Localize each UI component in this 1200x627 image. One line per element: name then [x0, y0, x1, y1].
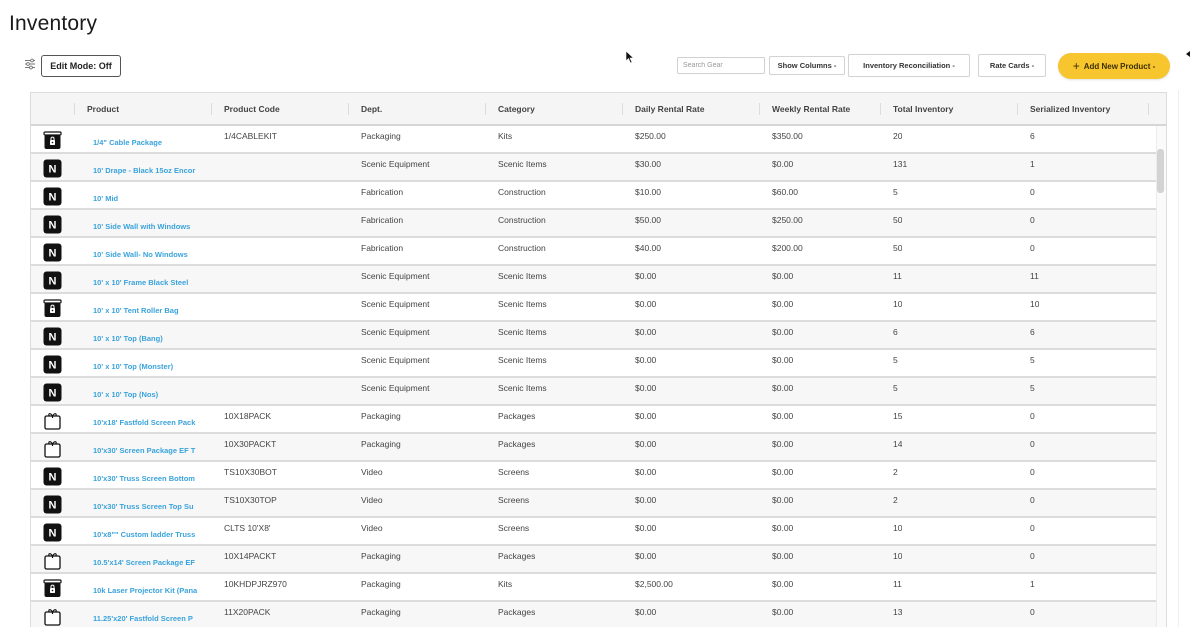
total-inventory-cell: 10 — [893, 299, 903, 309]
dept-cell: Packaging — [361, 607, 401, 617]
column-header-serialized-inventory[interactable]: Serialized Inventory — [1030, 103, 1111, 114]
kit-case-icon — [43, 299, 62, 318]
table-row[interactable] — [31, 182, 1156, 210]
dept-cell: Packaging — [361, 579, 401, 589]
n-badge-icon — [43, 327, 62, 346]
serialized-inventory-cell: 0 — [1030, 187, 1035, 197]
category-cell: Construction — [498, 215, 546, 225]
category-cell: Scenic Items — [498, 327, 547, 337]
product-code-cell: 1/4CABLEKIT — [224, 131, 277, 141]
dept-cell: Packaging — [361, 439, 401, 449]
dept-cell: Fabrication — [361, 243, 404, 253]
edit-mode-toggle-button[interactable]: Edit Mode: Off — [41, 55, 121, 77]
daily-rental-rate-cell: $250.00 — [635, 131, 666, 141]
category-cell: Screens — [498, 523, 530, 533]
kit-case-icon — [43, 579, 62, 598]
total-inventory-cell: 20 — [893, 131, 903, 141]
weekly-rental-rate-cell: $0.00 — [772, 523, 794, 533]
table-row[interactable] — [31, 350, 1156, 378]
svg-text:N: N — [48, 331, 57, 344]
serialized-inventory-cell: 0 — [1030, 411, 1035, 421]
weekly-rental-rate-cell: $0.00 — [772, 383, 794, 393]
weekly-rental-rate-cell: $0.00 — [772, 495, 794, 505]
weekly-rental-rate-cell: $0.00 — [772, 299, 794, 309]
category-cell: Construction — [498, 187, 546, 197]
product-name-link[interactable]: 10'x30' Truss Screen Top Su — [93, 502, 194, 511]
table-row[interactable] — [31, 518, 1156, 546]
svg-text:N: N — [48, 191, 57, 204]
product-name-link[interactable]: 10'x30' Screen Package EF T — [93, 446, 196, 455]
column-separator[interactable] — [1148, 103, 1149, 115]
dept-cell: Fabrication — [361, 187, 404, 197]
dept-cell: Packaging — [361, 551, 401, 561]
weekly-rental-rate-cell: $0.00 — [772, 327, 794, 337]
table-row[interactable] — [31, 602, 1156, 627]
column-header-weekly-rental-rate[interactable]: Weekly Rental Rate — [772, 103, 851, 114]
serialized-inventory-cell: 0 — [1030, 495, 1035, 505]
weekly-rental-rate-cell: $0.00 — [772, 355, 794, 365]
category-cell: Construction — [498, 243, 546, 253]
product-name-link[interactable]: 1/4" Cable Package — [93, 138, 163, 147]
n-badge-icon — [43, 159, 62, 178]
product-name-link[interactable]: 10'x30' Truss Screen Bottom — [93, 474, 195, 483]
product-name-link[interactable]: 10' Drape - Black 15oz Encor — [93, 166, 196, 175]
weekly-rental-rate-cell: $250.00 — [772, 215, 803, 225]
svg-text:N: N — [48, 471, 57, 484]
n-badge-icon — [43, 523, 62, 542]
svg-text:N: N — [48, 387, 57, 400]
product-name-link[interactable]: 10' Side Wall- No Windows — [93, 250, 188, 259]
daily-rental-rate-cell: $40.00 — [635, 243, 661, 253]
vertical-scrollbar-thumb[interactable] — [1157, 149, 1164, 193]
weekly-rental-rate-cell: $200.00 — [772, 243, 803, 253]
product-code-cell: 11X20PACK — [224, 607, 271, 617]
serialized-inventory-cell: 0 — [1030, 215, 1035, 225]
serialized-inventory-cell: 11 — [1030, 271, 1039, 281]
dept-cell: Fabrication — [361, 215, 404, 225]
category-cell: Packages — [498, 607, 536, 617]
column-header-dept[interactable]: Dept. — [361, 103, 383, 114]
table-row[interactable] — [31, 266, 1156, 294]
package-gift-icon — [43, 607, 62, 626]
serialized-inventory-cell: 0 — [1030, 467, 1035, 477]
daily-rental-rate-cell: $0.00 — [635, 327, 657, 337]
serialized-inventory-cell: 0 — [1030, 523, 1035, 533]
category-cell: Packages — [498, 439, 536, 449]
product-name-link[interactable]: 10' Mid — [93, 194, 119, 203]
right-panel-divider — [1178, 90, 1179, 627]
product-name-link[interactable]: 10' x 10' Frame Black Steel — [93, 278, 189, 287]
column-header-daily-rental-rate[interactable]: Daily Rental Rate — [635, 103, 705, 114]
serialized-inventory-cell: 5 — [1030, 383, 1035, 393]
serialized-inventory-cell: 1 — [1030, 159, 1035, 169]
n-badge-icon — [43, 495, 62, 514]
svg-text:N: N — [48, 499, 57, 512]
svg-text:N: N — [48, 359, 57, 372]
n-badge-icon — [43, 243, 62, 262]
category-cell: Scenic Items — [498, 355, 547, 365]
product-name-link[interactable]: 10.5'x14' Screen Package EF — [93, 558, 195, 567]
dept-cell: Packaging — [361, 411, 401, 421]
total-inventory-cell: 10 — [893, 523, 903, 533]
table-row[interactable] — [31, 294, 1156, 322]
table-row[interactable] — [31, 574, 1156, 602]
svg-text:N: N — [48, 219, 57, 232]
mouse-pointer-icon — [625, 50, 635, 64]
dept-cell: Scenic Equipment — [361, 299, 430, 309]
total-inventory-cell: 5 — [893, 383, 898, 393]
weekly-rental-rate-cell: $0.00 — [772, 439, 794, 449]
n-badge-icon — [43, 467, 62, 486]
product-code-cell: CLTS 10'X8' — [224, 523, 271, 533]
svg-text:N: N — [48, 527, 57, 540]
svg-text:N: N — [48, 275, 57, 288]
weekly-rental-rate-cell: $0.00 — [772, 271, 794, 281]
column-header-total-inventory[interactable]: Total Inventory — [893, 103, 954, 114]
product-name-link[interactable]: 10'x8"" Custom ladder Truss — [93, 530, 196, 539]
dept-cell: Scenic Equipment — [361, 355, 430, 365]
daily-rental-rate-cell: $0.00 — [635, 355, 657, 365]
product-code-cell: TS10X30BOT — [224, 467, 277, 477]
vertical-scrollbar-track[interactable] — [1156, 126, 1166, 627]
dept-cell: Video — [361, 523, 383, 533]
category-cell: Screens — [498, 467, 530, 477]
daily-rental-rate-cell: $0.00 — [635, 607, 657, 617]
dept-cell: Scenic Equipment — [361, 327, 430, 337]
product-name-link[interactable]: 10' x 10' Top (Bang) — [93, 334, 163, 343]
table-row[interactable] — [31, 126, 1156, 154]
table-row[interactable] — [31, 238, 1156, 266]
table-header — [31, 93, 1166, 126]
dept-cell: Video — [361, 467, 383, 477]
serialized-inventory-cell: 0 — [1030, 243, 1035, 253]
total-inventory-cell: 50 — [893, 215, 903, 225]
total-inventory-cell: 11 — [893, 271, 902, 281]
daily-rental-rate-cell: $10.00 — [635, 187, 661, 197]
dept-cell: Scenic Equipment — [361, 271, 430, 281]
total-inventory-cell: 15 — [893, 411, 903, 421]
category-cell: Scenic Items — [498, 159, 547, 169]
total-inventory-cell: 13 — [893, 607, 903, 617]
total-inventory-cell: 2 — [893, 467, 898, 477]
total-inventory-cell: 5 — [893, 187, 898, 197]
dept-cell: Video — [361, 495, 383, 505]
weekly-rental-rate-cell: $0.00 — [772, 411, 794, 421]
product-code-cell: 10X18PACK — [224, 411, 272, 421]
serialized-inventory-cell: 6 — [1030, 327, 1035, 337]
add-new-product-button[interactable] — [1058, 53, 1170, 79]
product-name-link[interactable]: 10' x 10' Tent Roller Bag — [93, 306, 179, 315]
category-cell: Kits — [498, 131, 513, 141]
table-row[interactable] — [31, 546, 1156, 574]
n-badge-icon — [43, 215, 62, 234]
category-cell: Scenic Items — [498, 271, 547, 281]
product-code-cell: TS10X30TOP — [224, 495, 277, 505]
table-row[interactable] — [31, 210, 1156, 238]
table-row[interactable] — [31, 322, 1156, 350]
serialized-inventory-cell: 5 — [1030, 355, 1035, 365]
daily-rental-rate-cell: $0.00 — [635, 467, 657, 477]
serialized-inventory-cell: 10 — [1030, 299, 1040, 309]
category-cell: Screens — [498, 495, 530, 505]
category-cell: Packages — [498, 411, 536, 421]
serialized-inventory-cell: 6 — [1030, 131, 1035, 141]
serialized-inventory-cell: 0 — [1030, 551, 1035, 561]
daily-rental-rate-cell: $2,500.00 — [635, 579, 673, 589]
table-row[interactable] — [31, 154, 1156, 182]
n-badge-icon — [43, 383, 62, 402]
daily-rental-rate-cell: $0.00 — [635, 523, 657, 533]
table-row[interactable] — [31, 490, 1156, 518]
svg-text:N: N — [48, 247, 57, 260]
category-cell: Scenic Items — [498, 383, 547, 393]
daily-rental-rate-cell: $0.00 — [635, 299, 657, 309]
n-badge-icon — [43, 355, 62, 374]
daily-rental-rate-cell: $0.00 — [635, 551, 657, 561]
column-header-category[interactable]: Category — [498, 103, 535, 114]
weekly-rental-rate-cell: $60.00 — [772, 187, 798, 197]
total-inventory-cell: 131 — [893, 159, 908, 169]
inventory-table — [30, 92, 1167, 627]
category-cell: Kits — [498, 579, 513, 589]
column-header-product-code[interactable]: Product Code — [224, 103, 280, 114]
weekly-rental-rate-cell: $0.00 — [772, 551, 794, 561]
weekly-rental-rate-cell: $0.00 — [772, 159, 794, 169]
dept-cell: Packaging — [361, 131, 401, 141]
plus-icon: + — [1072, 59, 1080, 73]
total-inventory-cell: 50 — [893, 243, 903, 253]
daily-rental-rate-cell: $0.00 — [635, 439, 657, 449]
page-title: Inventory — [9, 12, 98, 35]
weekly-rental-rate-cell: $0.00 — [772, 607, 794, 617]
weekly-rental-rate-cell: $0.00 — [772, 579, 794, 589]
daily-rental-rate-cell: $0.00 — [635, 411, 657, 421]
total-inventory-cell: 10 — [893, 551, 903, 561]
inventory-reconciliation-dropdown[interactable]: Inventory Reconciliation - — [848, 54, 970, 77]
category-cell: Packages — [498, 551, 536, 561]
category-cell: Scenic Items — [498, 299, 547, 309]
table-row[interactable] — [31, 378, 1156, 406]
table-row[interactable] — [31, 462, 1156, 490]
weekly-rental-rate-cell: $350.00 — [772, 131, 803, 141]
daily-rental-rate-cell: $30.00 — [635, 159, 661, 169]
product-code-cell: 10X30PACKT — [224, 439, 277, 449]
weekly-rental-rate-cell: $0.00 — [772, 467, 794, 477]
daily-rental-rate-cell: $0.00 — [635, 271, 657, 281]
product-name-link[interactable]: 10' Side Wall with Windows — [93, 222, 191, 231]
add-new-product-label: Add New Product - — [1083, 61, 1156, 71]
show-columns-dropdown[interactable]: Show Columns - — [769, 56, 845, 75]
column-header-product[interactable]: Product — [87, 103, 120, 114]
product-name-link[interactable]: 11.25'x20' Fastfold Screen P — [93, 614, 193, 623]
filter-settings-icon[interactable] — [24, 58, 36, 70]
table-row[interactable] — [31, 434, 1156, 462]
dept-cell: Scenic Equipment — [361, 159, 430, 169]
package-gift-icon — [43, 411, 62, 430]
table-row[interactable] — [31, 406, 1156, 434]
total-inventory-cell: 2 — [893, 495, 898, 505]
product-code-cell: 10KHDPJRZ970 — [224, 579, 287, 589]
total-inventory-cell: 14 — [893, 439, 903, 449]
total-inventory-cell: 11 — [893, 579, 902, 589]
product-code-cell: 10X14PACKT — [224, 551, 277, 561]
svg-text:N: N — [48, 163, 57, 176]
total-inventory-cell: 5 — [893, 355, 898, 365]
dept-cell: Scenic Equipment — [361, 383, 430, 393]
package-gift-icon — [43, 551, 62, 570]
kit-case-icon — [43, 131, 62, 150]
package-gift-icon — [43, 439, 62, 458]
serialized-inventory-cell: 0 — [1030, 439, 1035, 449]
total-inventory-cell: 6 — [893, 327, 898, 337]
daily-rental-rate-cell: $0.00 — [635, 495, 657, 505]
rate-cards-dropdown[interactable]: Rate Cards - — [978, 54, 1046, 77]
search-gear-input[interactable] — [677, 57, 765, 74]
daily-rental-rate-cell: $0.00 — [635, 383, 657, 393]
n-badge-icon — [43, 271, 62, 290]
serialized-inventory-cell: 0 — [1030, 607, 1035, 617]
product-name-link[interactable]: 10k Laser Projector Kit (Pana — [93, 586, 198, 595]
collapse-panel-arrow-icon[interactable] — [1186, 51, 1190, 57]
product-name-link[interactable]: 10' x 10' Top (Nos) — [93, 390, 159, 399]
n-badge-icon — [43, 187, 62, 206]
daily-rental-rate-cell: $50.00 — [635, 215, 661, 225]
product-name-link[interactable]: 10' x 10' Top (Monster) — [93, 362, 174, 371]
product-name-link[interactable]: 10'x18' Fastfold Screen Pack — [93, 418, 196, 427]
serialized-inventory-cell: 1 — [1030, 579, 1035, 589]
